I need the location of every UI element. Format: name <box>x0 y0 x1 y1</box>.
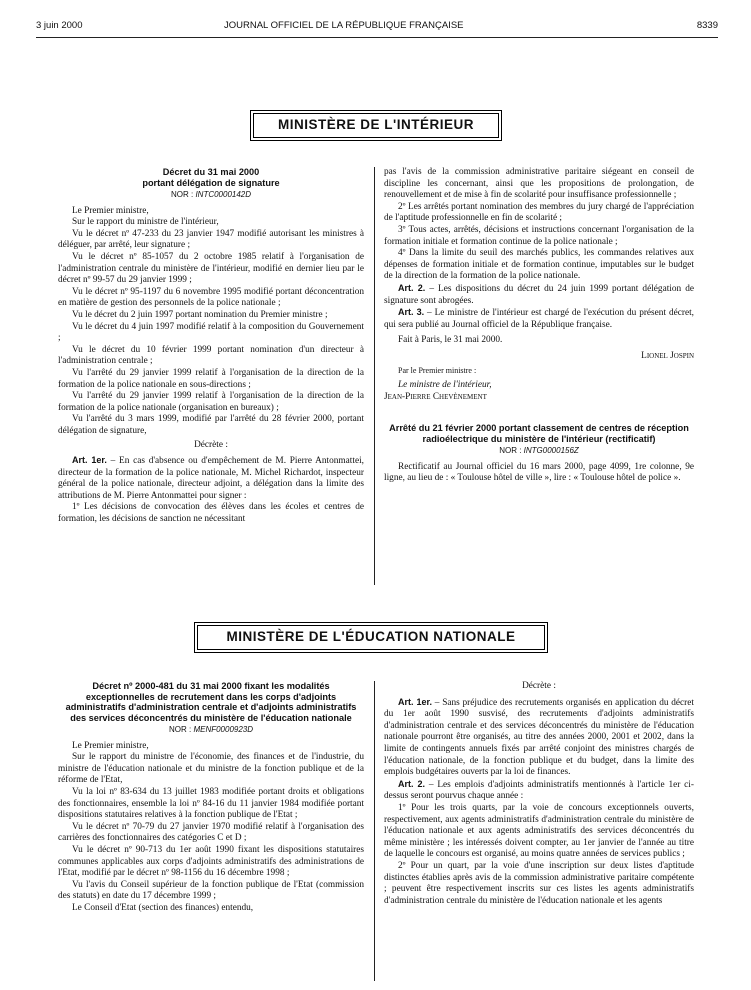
paragraph: Vu la loi nº 83-634 du 13 juillet 1983 modifiée portant droits et obligations des fonctionnaires, ensemble la loi nº 84-16 du 11 janvier 1984 modifiée portant dispositions statutaires relatives à la fonction publique de l'Etat ; <box>58 786 364 821</box>
paragraph: Vu le décret du 10 février 1999 portant nomination d'un directeur à l'administration centrale ; <box>58 344 364 367</box>
decree-title: Décret nº 2000-481 du 31 mai 2000 fixant les modalités exceptionnelles de recrutement dans les corps d'adjoints administratifs d'administration centrale et d'adjoints administratifs des services déconcentrés du ministère de l'éducation nationale <box>65 681 357 723</box>
paragraph: Sur le rapport du ministre de l'intérieur, <box>72 217 219 228</box>
paragraph: Vu l'arrêté du 29 janvier 1999 relatif à l'organisation de la direction de la formation de la police nationale (organisation en bureaux) ; <box>58 391 364 413</box>
ministry-title: MINISTÈRE DE L'ÉDUCATION NATIONALE <box>226 629 516 644</box>
paragraph: Vu le décret du 2 juin 1997 portant nomination du Premier ministre ; <box>72 309 328 320</box>
paragraph: Le Premier ministre, <box>72 740 149 751</box>
ministry-banner-interieur <box>253 113 499 138</box>
paragraph: 3º Tous actes, arrêtés, décisions et instructions concernant l'organisation de la formation initiale et formation continue de la police nationale ; <box>384 224 694 247</box>
paragraph: Vu l'avis du Conseil supérieur de la fonction publique de l'Etat (commission des statuts) en date du 17 décembre 1999 ; <box>58 879 364 902</box>
decrete-label: Décrète : <box>194 440 228 451</box>
column-divider <box>374 681 375 981</box>
article-label: Art. 1er. <box>72 455 107 466</box>
header-journal-title: JOURNAL OFFICIEL DE LA RÉPUBLIQUE FRANÇAISE <box>224 20 464 31</box>
nor-line: NOR : MENF0000923D <box>168 725 254 734</box>
paragraph: 4º Dans la limite du seuil des marchés publics, les commandes relatives aux dépenses de formation initiale et de formation continue, imputables sur le budget de la direction de la formation de la police nationale. <box>384 248 694 282</box>
nor-code: INTG0000156Z <box>523 446 579 456</box>
paragraph: Vu le décret nº 85-1057 du 2 octobre 1985 relatif à l'organisation de l'administration centrale du ministère de l'intérieur, modifié en dernier lieu par le décret nº 99-57 du 29 janvier 1999 ; <box>58 251 364 286</box>
decrete-label: Décrète : <box>522 681 556 691</box>
paragraph: Vu le décret nº 47-233 du 23 janvier 1947 modifié autorisant les ministres à déléguer, par arrêté, leur signature ; <box>58 228 364 251</box>
minister-title: Le ministre de l'intérieur, <box>398 380 492 391</box>
article-label: Art. 3. <box>398 307 425 318</box>
done-at: Fait à Paris, le 31 mai 2000. <box>398 335 503 346</box>
paragraph: Vu le décret du 4 juin 1997 modifié relatif à la composition du Gouvernement ; <box>58 321 364 344</box>
header-page-number: 8339 <box>696 20 718 31</box>
nor-code: MENF0000923D <box>193 725 254 734</box>
column-right-education <box>384 681 694 907</box>
paragraph: 2º Les arrêtés portant nomination des membres du jury chargé de l'appréciation de l'aptitude professionnelle en fin de scolarité ; <box>384 201 694 224</box>
paragraph: Vu le décret nº 90-713 du 1er août 1990 fixant les dispositions statutaires communes applicables aux corps d'adjoints administratifs des administrations de l'Etat, modifié par le décret nº 98-1156 du 16 décembre 1998 ; <box>58 844 364 879</box>
ministry-banner-education <box>197 625 545 650</box>
header-date: 3 juin 2000 <box>36 20 83 31</box>
signatory: Lionel Jospin <box>641 350 694 361</box>
paragraph: 1º Les décisions de convocation des élèves dans les écoles et centres de formation, les décisions de sanction ne nécessitant <box>58 502 364 525</box>
by-pm-label: Par le Premier ministre : <box>398 365 477 375</box>
paragraph: 1º Pour les trois quarts, par la voie de concours exceptionnels ouverts, respectivement, aux agents administratifs d'administration centrale du ministère de l'éducation nationale et aux agents administratifs des services déconcentrés du même ministère ; les intéressés doivent compter, au 1er janvier de l'année au titre de laquelle le concours est organisé, au moins quatre années de services publics ; <box>384 802 694 860</box>
ministry-title: MINISTÈRE DE L'INTÉRIEUR <box>278 117 474 132</box>
nor-code: INTC0000142D <box>195 190 252 199</box>
running-header <box>36 20 718 34</box>
article-label: Art. 1er. <box>398 696 432 707</box>
paragraph: 2º Pour un quart, par la voie d'une inscription sur deux listes d'aptitude distinctes établies après avis de la commission administrative paritaire compétente ; peuvent être respectivement inscrits sur ces listes les agents administratifs d'administration centrale du ministère de l'éducation nationale et les agents <box>384 860 694 906</box>
header-rule <box>36 37 718 38</box>
article-1: Art. 1er. – Sans préjudice des recrutements organisés en application du décret du 1er août 1990 susvisé, des recrutements d'adjoints administratifs d'administration centrale et des services déconcentrés du ministère de l'éducation nationale pourront être organisés, au titre des années 2000, 2001 et 2002, dans la limite de contingents annuels fixés par arrêté conjoint des ministres chargés de l'éducation nationale, de la fonction publique et du budget, dans la limite des emplois budgétaires ouverts par la loi de finances. <box>384 696 694 778</box>
paragraph: pas l'avis de la commission administrative paritaire siégeant en conseil de discipline les concernant, ainsi que les propositions de prolongation, de renouvellement et de mise à fin de scolarité pour insuffisance professionnelle ; <box>384 167 694 201</box>
paragraph: Vu l'arrêté du 29 janvier 1999 relatif à l'organisation de la direction de la formation de la police nationale en sous-directions ; <box>58 367 364 390</box>
article-1: Art. 1er. – En cas d'absence ou d'empêchement de M. Pierre Antonmattei, directeur de la formation de la police nationale, M. Michel Richardot, inspecteur général de la police nationale, directeur adjoint, a délégation dans la limite des attributions de M. Pierre Antonmattei pour signer : <box>58 455 364 501</box>
paragraph: Vu l'arrêté du 3 mars 1999, modifié par l'arrêté du 28 février 2000, portant délégation de signature, <box>58 414 364 436</box>
article-label: Art. 2. <box>398 282 426 293</box>
paragraph: Rectificatif au Journal officiel du 16 mars 2000, page 4099, 1re colonne, 9e ligne, au lieu de : « Toulouse hôtel de ville », lire : « Toulouse hôtel de police ». <box>384 461 694 484</box>
arrete-title: Arrêté du 21 février 2000 portant classement de centres de réception radioélectrique du ministère de l'intérieur (rectificatif) <box>389 423 689 444</box>
minister-name: Jean-Pierre Chevènement <box>384 391 487 402</box>
article-label: Art. 2. <box>398 778 426 789</box>
column-left-interieur <box>58 167 364 526</box>
nor-line: NOR : INTC0000142D <box>170 190 252 199</box>
paragraph: Vu le décret nº 70-79 du 27 janvier 1970 modifié relatif à l'organisation des carrières des fonctionnaires des catégories C et D ; <box>58 821 364 844</box>
column-right-interieur <box>384 167 694 485</box>
paragraph: Le Conseil d'Etat (section des finances) entendu, <box>72 902 254 913</box>
article-2: Art. 2. – Les emplois d'adjoints administratifs mentionnés à l'article 1er ci-dessus seront pourvus chaque année : <box>384 778 694 802</box>
decree-title: Décret du 31 mai 2000 portant délégation de signature <box>142 167 280 188</box>
paragraph: Sur le rapport du ministre de l'économie, des finances et de l'industrie, du ministre de l'éducation nationale et du ministre de la fonction publique et de la réforme de l'Etat, <box>58 752 364 786</box>
article-3: Art. 3. – Le ministre de l'intérieur est chargé de l'exécution du présent décret, qui sera publié au Journal officiel de la République française. <box>384 307 694 330</box>
nor-line: NOR : INTG0000156Z <box>499 446 579 456</box>
article-2: Art. 2. – Les dispositions du décret du 24 juin 1999 portant délégation de signature sont abrogées. <box>384 282 694 306</box>
paragraph: Le Premier ministre, <box>72 205 149 216</box>
column-divider <box>374 167 375 585</box>
paragraph: Vu le décret nº 95-1197 du 6 novembre 1995 modifié portant déconcentration en matière de gestion des personnels de la police nationale ; <box>58 286 364 309</box>
column-left-education <box>58 681 364 915</box>
